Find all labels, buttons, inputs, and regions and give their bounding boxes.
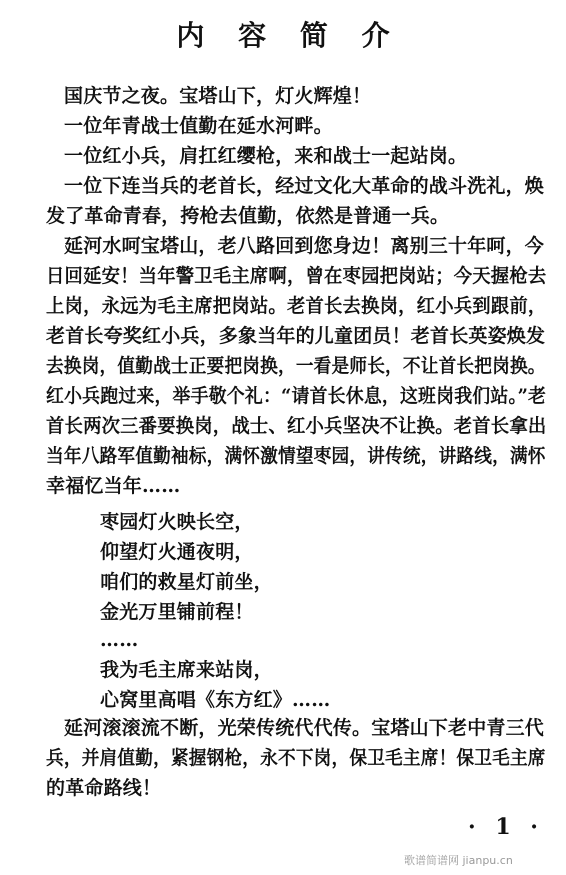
- text-line: 延河水呵宝塔山，老八路回到您身边！离别三十年呵，今: [64, 235, 545, 257]
- text-line: 兵，并肩值勤，紧握钢枪，永不下岗，保卫毛主席！保卫毛主席: [46, 747, 546, 769]
- text-line: 的革命路线！: [46, 777, 162, 799]
- text-line: 老首长夸奖红小兵，多象当年的儿童团员！老首长英姿焕发: [46, 325, 546, 347]
- text-line: 去换岗，值勤战士正要把岗换，一看是师长，不让首长把岗换。: [46, 355, 546, 377]
- text-line: 国庆节之夜。宝塔山下，灯火辉煌！: [64, 85, 372, 107]
- text-line: 延河滚滚流不断，光荣传统代代传。宝塔山下老中青三代: [64, 717, 545, 739]
- verse-line: 咱们的救星灯前坐，: [100, 571, 273, 593]
- page-number: · 1 ·: [468, 814, 544, 840]
- text-line: 当年八路军值勤袖标，满怀激情望枣园，讲传统，讲路线，满怀: [46, 445, 546, 467]
- text-line: 红小兵跑过来，举手敬个礼：“请首长休息，这班岗我们站。”老: [46, 385, 547, 407]
- page-title: 内 容 简 介: [176, 19, 402, 52]
- verse-line: 仰望灯火通夜明，: [100, 541, 254, 563]
- text-line: 发了革命青春，挎枪去值勤，依然是普通一兵。: [46, 205, 450, 227]
- verse-line: 我为毛主席来站岗，: [100, 659, 273, 681]
- verse-line: ……: [100, 629, 139, 651]
- site-watermark: 歌谱简谱网 jianpu.cn: [404, 854, 513, 867]
- text-line: 一位红小兵，肩扛红缨枪，来和战士一起站岗。: [64, 145, 468, 167]
- text-line: 一位下连当兵的老首长，经过文化大革命的战斗洗礼，焕: [64, 175, 545, 197]
- text-line: 首长两次三番要换岗，战士、红小兵坚决不让换。老首长拿出: [46, 415, 547, 437]
- text-line: 日回延安！当年警卫毛主席啊，曾在枣园把岗站；今天握枪去: [46, 265, 547, 287]
- verse-line: 金光万里铺前程！: [100, 601, 254, 623]
- text-line: 幸福忆当年……: [46, 475, 181, 497]
- text-line: 一位年青战士值勤在延水河畔。: [64, 115, 333, 137]
- verse-line: 枣园灯火映长空，: [100, 511, 254, 533]
- text-line: 上岗，永远为毛主席把岗站。老首长去换岗，红小兵到跟前，: [46, 295, 547, 317]
- verse-line: 心窝里高唱《东方红》……: [100, 689, 331, 711]
